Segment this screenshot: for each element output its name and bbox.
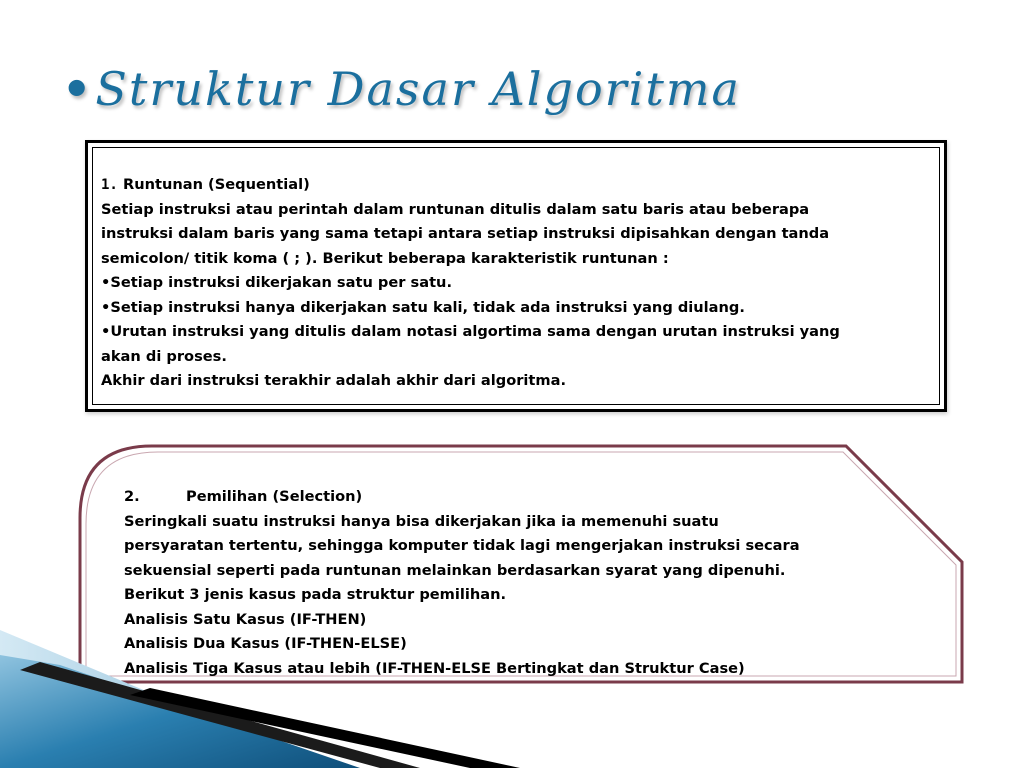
selection-line: sekuensial seperti pada runtunan melainkan berdasarkan syarat yang dipenuhi.	[124, 561, 786, 579]
sequential-bullet: •Setiap instruksi hanya dikerjakan satu kali, tidak ada instruksi yang diulang.	[101, 298, 745, 316]
sequential-heading	[101, 173, 939, 198]
sequential-line: Setiap instruksi atau perintah dalam runtunan ditulis dalam satu baris atau beberapa	[101, 200, 810, 218]
sequential-line: Akhir dari instruksi terakhir adalah akhir dari algoritma.	[101, 372, 567, 389]
slide-title-text: Struktur Dasar Algoritma	[95, 62, 741, 116]
sequential-heading-number: 1.	[101, 177, 118, 193]
selection-case: Analisis Dua Kasus (IF-THEN-ELSE)	[124, 635, 407, 652]
corner-decoration	[0, 560, 1024, 768]
selection-line: Berikut 3 jenis kasus pada struktur pemilihan.	[124, 586, 507, 603]
sequential-bullet: •Setiap instruksi dikerjakan satu per satu.	[101, 274, 452, 291]
title-bullet: •	[62, 62, 94, 116]
selection-case: Analisis Tiga Kasus atau lebih (IF-THEN-ELSE Bertingkat dan Struktur Case)	[124, 659, 745, 677]
selection-line: persyaratan tertentu, sehingga komputer tidak lagi mengerjakan instruksi secara	[124, 537, 800, 554]
selection-case: Analisis Satu Kasus (IF-THEN)	[124, 610, 367, 628]
sequential-box	[85, 140, 947, 412]
sequential-line: akan di proses.	[101, 347, 227, 365]
sequential-heading-text: Runtunan (Sequential)	[122, 176, 310, 193]
selection-heading-text: Pemilihan (Selection)	[186, 488, 363, 505]
selection-heading-number: 2.	[124, 488, 140, 505]
selection-heading	[124, 485, 800, 510]
slide-title	[62, 58, 741, 120]
sequential-box-inner	[92, 147, 940, 405]
sequential-bullet: •Urutan instruksi yang ditulis dalam notasi algortima sama dengan urutan instruksi yang	[101, 323, 840, 340]
sequential-line: semicolon/ titik koma ( ; ). Berikut beberapa karakteristik runtunan :	[101, 249, 669, 267]
sequential-text	[101, 173, 939, 394]
selection-line: Seringkali suatu instruksi hanya bisa dikerjakan jika ia memenuhi suatu	[124, 512, 719, 530]
sequential-line: instruksi dalam baris yang sama tetapi antara setiap instruksi dipisahkan dengan tanda	[101, 225, 830, 242]
